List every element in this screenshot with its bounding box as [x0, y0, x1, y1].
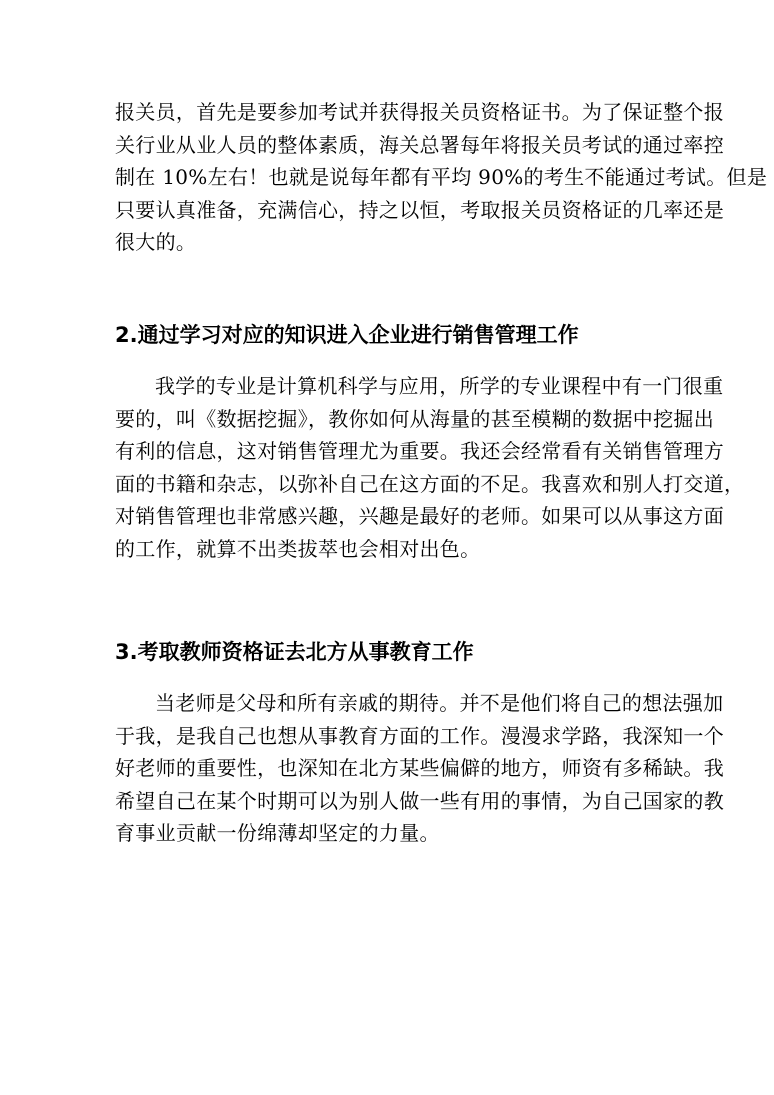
paragraph-line: 当老师是父母和所有亲戚的期待。并不是他们将自己的想法强加: [155, 691, 724, 715]
paragraph-line: 只要认真准备，充满信心，持之以恒，考取报关员资格证的几率还是: [115, 197, 724, 222]
section-heading-teacher: 3.考取教师资格证去北方从事教育工作: [115, 640, 474, 664]
paragraph-line: 要的，叫《数据挖掘》，教你如何从海量的甚至模糊的数据中挖掘出: [115, 406, 714, 431]
paragraph-sales-management: [115, 370, 745, 566]
paragraph-line: 希望自己在某个时期可以为别人做一些有用的事情，为自己国家的教: [115, 788, 724, 813]
section-heading-sales: 2.通过学习对应的知识进入企业进行销售管理工作: [115, 323, 579, 347]
paragraph-line: 好老师的重要性，也深知在北方某些偏僻的地方，师资有多稀缺。我: [115, 756, 724, 781]
paragraph-line: 报关员，首先是要参加考试并获得报关员资格证书。为了保证整个报: [115, 100, 724, 124]
paragraph-teaching: [115, 687, 724, 850]
paragraph-line: 我学的专业是计算机科学与应用，所学的专业课程中有一门很重: [155, 374, 724, 398]
paragraph-customs-broker: [115, 96, 768, 259]
paragraph-line: 有利的信息，这对销售管理尤为重要。我还会经常看有关销售管理方: [115, 439, 724, 464]
paragraph-line: 面的书籍和杂志，以弥补自己在这方面的不足。我喜欢和别人打交道，: [115, 471, 745, 496]
paragraph-line: 于我，是我自己也想从事教育方面的工作。漫漫求学路，我深知一个: [115, 723, 724, 748]
paragraph-line: 很大的。: [115, 230, 197, 255]
paragraph-line: 关行业从业人员的整体素质，海关总署每年将报关员考试的通过率控: [115, 132, 724, 157]
paragraph-line: 的工作，就算不出类拔萃也会相对出色。: [115, 536, 481, 561]
paragraph-line: 育事业贡献一份绵薄却坚定的力量。: [115, 821, 440, 846]
paragraph-line: 对销售管理也非常感兴趣，兴趣是最好的老师。如果可以从事这方面: [115, 504, 724, 529]
paragraph-line: 制在 10%左右！也就是说每年都有平均 90%的考生不能通过考试。但是: [115, 165, 768, 190]
